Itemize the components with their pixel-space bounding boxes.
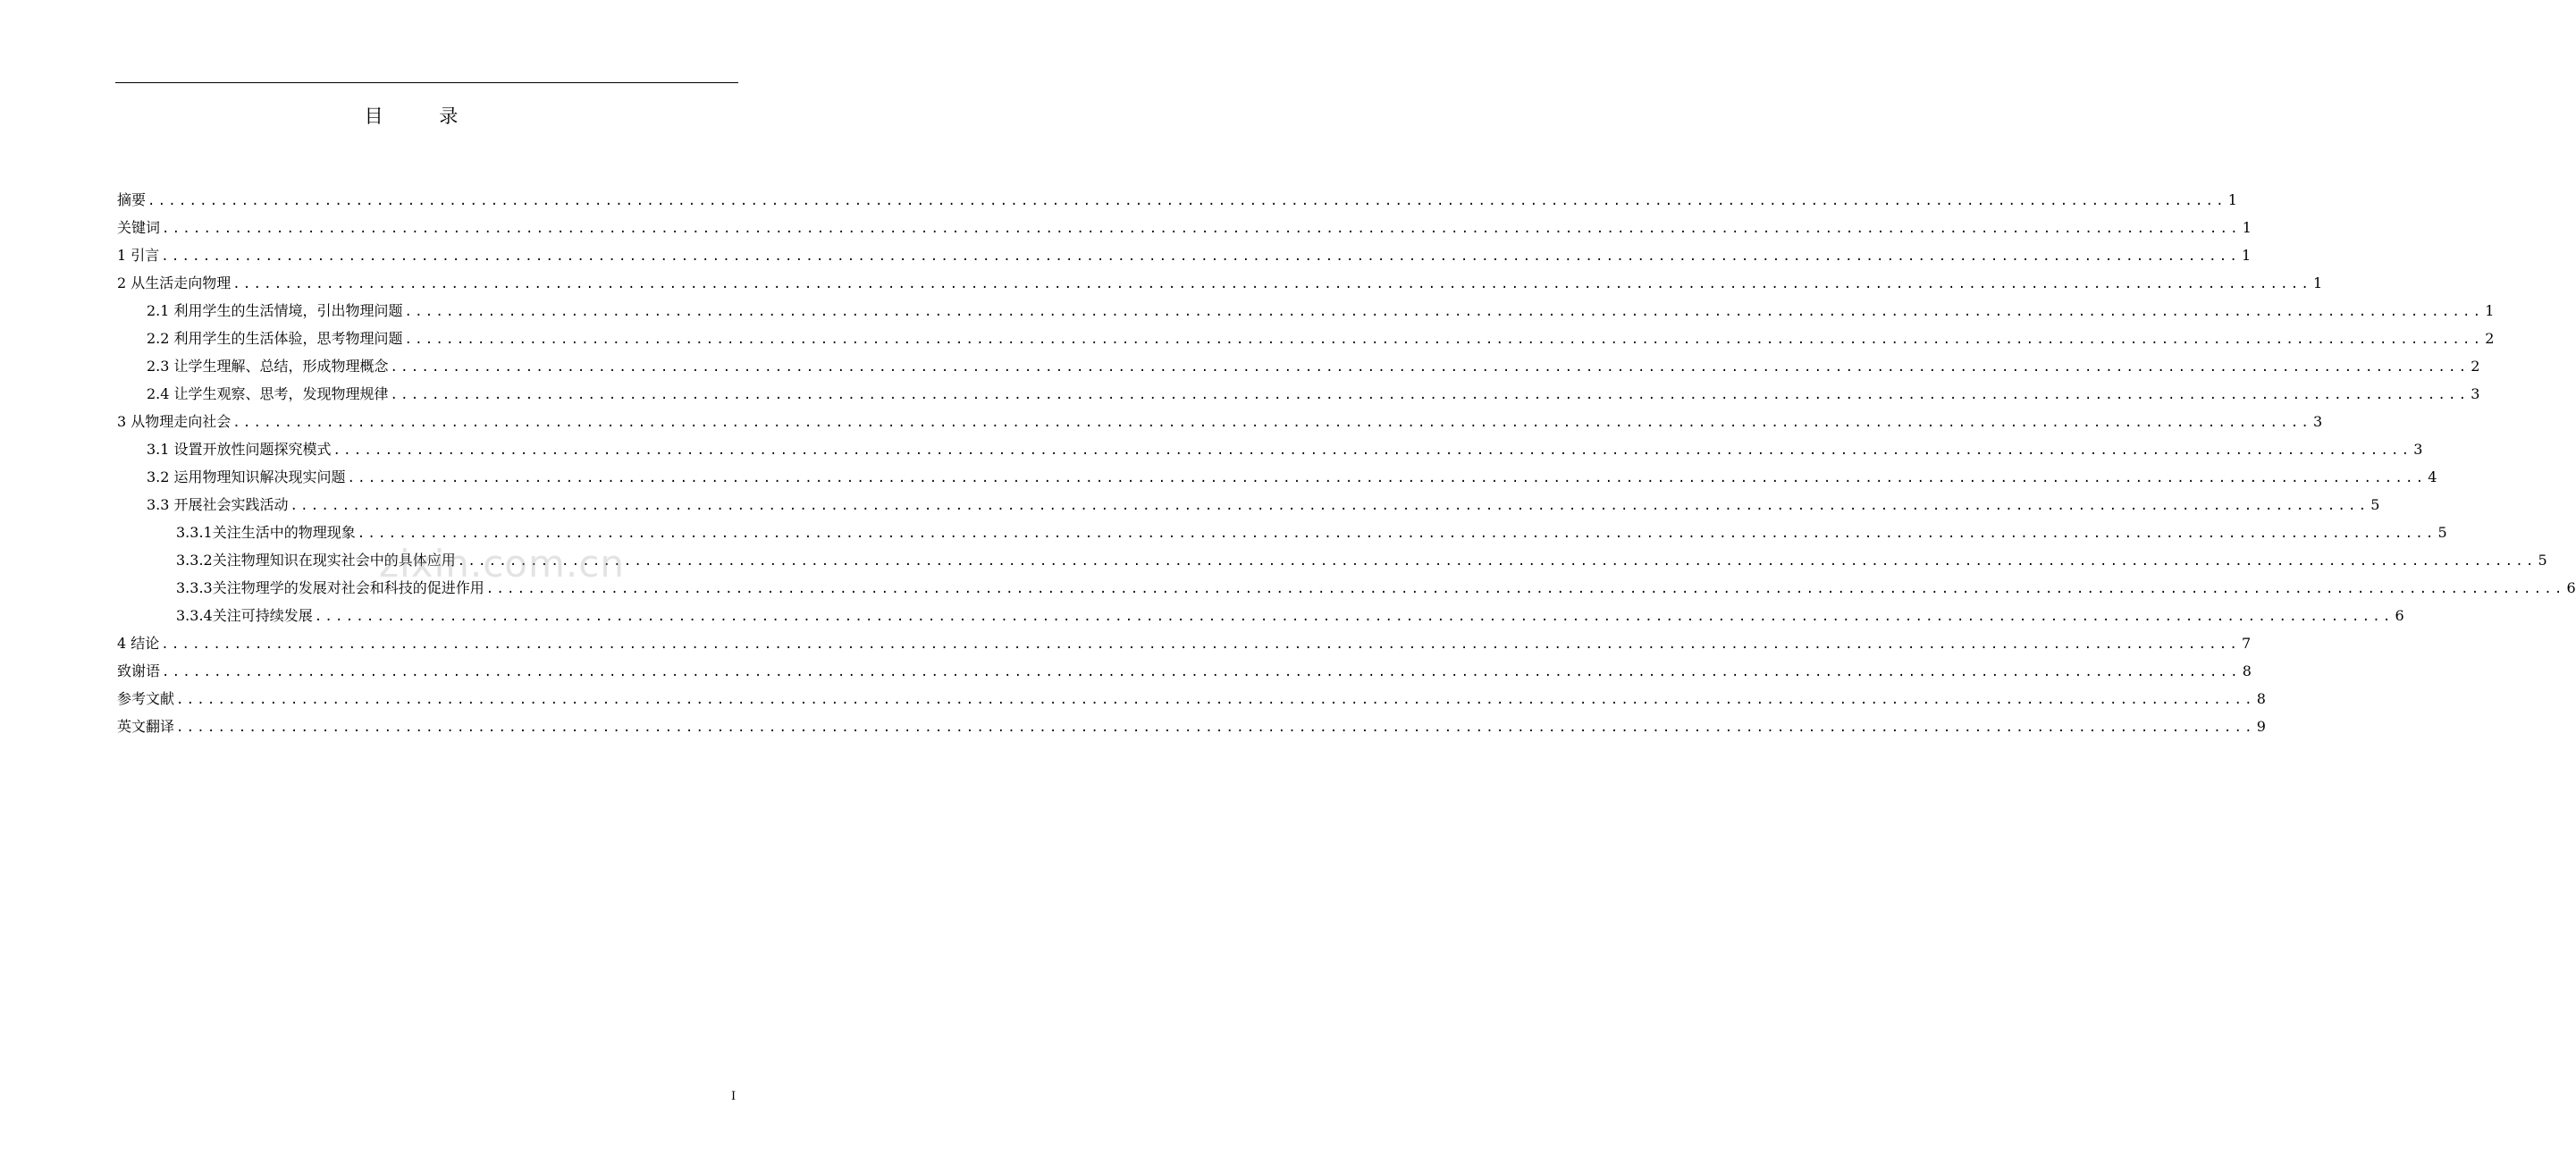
toc-entry-title: 3.1 设置开放性问题探究模式 [147,441,332,458]
toc-entry-page: 6 [2395,607,2404,624]
toc-dot-leader: ........................................................................................................................................................................................................ [457,554,2537,569]
table-of-contents [117,186,2576,740]
toc-entry-page: 3 [2413,441,2423,458]
toc-dot-leader: ........................................................................................................................................................................................................ [333,443,2412,458]
toc-entry[interactable] [117,241,2252,269]
toc-dot-leader: ........................................................................................................................................................................................................ [147,194,2227,208]
toc-entry-page: 5 [2437,524,2447,541]
toc-entry[interactable] [117,657,2252,685]
header-rule [115,82,738,83]
toc-entry[interactable] [117,435,2423,463]
toc-entry-title: 摘要 [117,191,147,208]
toc-entry-page: 8 [2256,690,2266,707]
toc-entry-page: 3 [2471,385,2480,402]
toc-entry-page: 5 [2538,552,2547,569]
toc-entry-title: 3 从物理走向社会 [117,413,232,430]
toc-entry[interactable] [117,629,2252,657]
toc-dot-leader: ........................................................................................................................................................................................................ [314,610,2394,624]
toc-dot-leader: ........................................................................................................................................................................................................ [485,582,2565,596]
toc-entry-page: 4 [2428,468,2437,485]
toc-entry-title: 2.1 利用学生的生活情境，引出物理问题 [147,302,403,319]
toc-entry-title: 2.4 让学生观察、思考，发现物理规律 [147,385,389,402]
toc-entry-page: 2 [2485,330,2495,347]
toc-title: 目 录 [364,105,484,127]
toc-entry-page: 1 [2313,274,2323,291]
toc-entry-title: 3.3.2关注物理知识在现实社会中的具体应用 [176,552,456,569]
toc-entry-title: 1 引言 [117,247,160,264]
toc-entry[interactable] [117,685,2266,713]
toc-entry-page: 2 [2471,358,2480,375]
toc-dot-leader: ........................................................................................................................................................................................................ [161,637,2241,652]
toc-entry-title: 英文翻译 [117,718,175,735]
toc-entry-title: 3.3.4关注可持续发展 [176,607,313,624]
toc-entry-title: 3.3 开展社会实践活动 [147,496,289,513]
toc-entry-page: 9 [2256,718,2266,735]
toc-dot-leader: ........................................................................................................................................................................................................ [176,721,2255,735]
toc-entry-page: 1 [2227,191,2237,208]
toc-entry[interactable] [117,214,2252,241]
page-number: I [731,1090,737,1103]
toc-entry[interactable] [117,713,2266,740]
toc-entry-title: 致谢语 [117,662,161,679]
toc-entry-title: 2.2 利用学生的生活体验，思考物理问题 [147,330,403,347]
watermark: zixin.com.cn [379,542,625,586]
toc-entry[interactable] [117,380,2480,408]
toc-dot-leader: ........................................................................................................................................................................................................ [161,249,2241,264]
toc-dot-leader: ........................................................................................................................................................................................................ [232,416,2312,430]
toc-dot-leader: ........................................................................................................................................................................................................ [347,471,2427,485]
toc-entry-title: 2.3 让学生理解、总结，形成物理概念 [147,358,389,375]
toc-entry[interactable] [117,352,2480,380]
toc-entry[interactable] [117,269,2323,297]
toc-dot-leader: ........................................................................................................................................................................................................ [162,665,2241,679]
toc-dot-leader: ........................................................................................................................................................................................................ [232,277,2312,291]
toc-entry-title: 3.3.1关注生活中的物理现象 [176,524,356,541]
toc-entry-title: 2 从生活走向物理 [117,274,232,291]
toc-entry-page: 5 [2370,496,2380,513]
toc-dot-leader: ........................................................................................................................................................................................................ [290,499,2370,513]
toc-entry[interactable] [117,463,2437,491]
toc-entry[interactable] [117,491,2380,519]
toc-dot-leader: ........................................................................................................................................................................................................ [390,360,2470,375]
toc-entry-page: 7 [2242,635,2252,652]
toc-dot-leader: ........................................................................................................................................................................................................ [404,305,2484,319]
toc-entry-title: 参考文献 [117,690,175,707]
toc-entry[interactable] [117,325,2495,352]
toc-entry[interactable] [117,297,2495,325]
toc-entry-title: 3.2 运用物理知识解决现实问题 [147,468,346,485]
toc-entry[interactable] [117,602,2404,629]
toc-entry[interactable] [117,186,2237,214]
toc-entry-page: 1 [2242,219,2252,236]
toc-dot-leader: ........................................................................................................................................................................................................ [176,693,2255,707]
toc-entry-page: 6 [2566,579,2576,596]
toc-entry-page: 8 [2242,662,2252,679]
toc-entry-title: 3.3.3关注物理学的发展对社会和科技的促进作用 [176,579,484,596]
toc-entry[interactable] [117,408,2323,435]
toc-entry-title: 关键词 [117,219,161,236]
toc-entry-page: 3 [2313,413,2323,430]
toc-entry-page: 1 [2242,247,2252,264]
toc-dot-leader: ........................................................................................................................................................................................................ [404,333,2484,347]
toc-dot-leader: ........................................................................................................................................................................................................ [390,388,2470,402]
toc-dot-leader: ........................................................................................................................................................................................................ [162,222,2241,236]
toc-entry-title: 4 结论 [117,635,160,652]
toc-dot-leader: ........................................................................................................................................................................................................ [357,527,2437,541]
toc-entry-page: 1 [2485,302,2495,319]
